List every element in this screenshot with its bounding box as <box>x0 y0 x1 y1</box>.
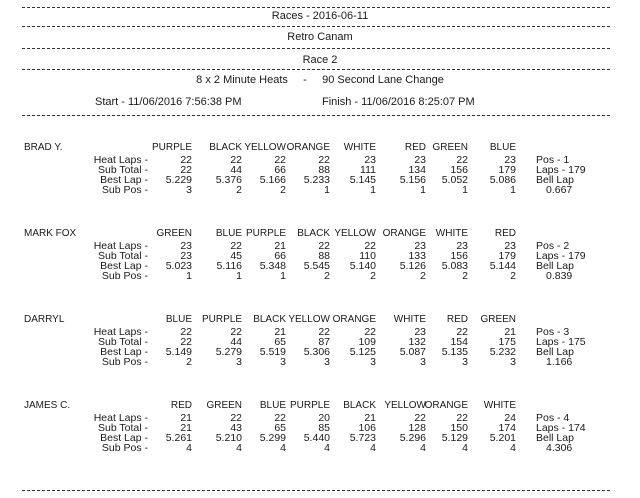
row-label: Heat Laps - <box>93 240 148 252</box>
lane-header: WHITE <box>435 228 468 239</box>
result-cell: 5.126 <box>399 260 426 272</box>
result-cell: 5.149 <box>165 346 192 358</box>
racer-summary: 1.166 <box>546 356 573 368</box>
racer-summary: Pos - 3 <box>536 326 570 338</box>
result-cell: 4 <box>462 442 468 454</box>
result-cell: 5.545 <box>303 260 330 272</box>
lane-header: GREEN <box>480 314 516 325</box>
lane-header: BLUE <box>259 400 286 411</box>
row-label: Heat Laps - <box>93 412 148 424</box>
lane-header: BLACK <box>209 142 242 153</box>
result-cell: 23 <box>364 154 376 166</box>
result-cell: 22 <box>318 326 330 338</box>
result-cell: 5.233 <box>303 174 330 186</box>
result-cell: 5.201 <box>489 432 516 444</box>
result-cell: 21 <box>364 412 376 424</box>
lane-header: WHITE <box>483 400 516 411</box>
race-format: 8 x 2 Minute Heats - 90 Second Lane Change <box>196 74 444 86</box>
racer-summary: 0.667 <box>546 184 573 196</box>
result-cell: 2 <box>370 270 376 282</box>
start-time: Start - 11/06/2016 7:56:38 PM <box>95 96 242 108</box>
result-cell: 5.125 <box>349 346 376 358</box>
result-cell: 5.299 <box>259 432 286 444</box>
result-cell: 1 <box>280 270 286 282</box>
result-cell: 5.140 <box>349 260 376 272</box>
result-cell: 3 <box>462 356 468 368</box>
result-cell: 4 <box>280 442 286 454</box>
result-cell: 5.232 <box>489 346 516 358</box>
result-cell: 66 <box>274 164 286 176</box>
result-cell: 23 <box>414 240 426 252</box>
row-label: Sub Total - <box>97 336 148 348</box>
result-cell: 1 <box>462 184 468 196</box>
result-cell: 5.376 <box>215 174 242 186</box>
result-cell: 5.116 <box>216 260 242 272</box>
result-cell: 134 <box>408 164 426 176</box>
result-cell: 22 <box>230 240 242 252</box>
result-cell: 23 <box>180 250 192 262</box>
result-cell: 21 <box>180 412 192 424</box>
row-label: Best Lap - <box>100 260 148 272</box>
result-cell: 5.440 <box>303 432 330 444</box>
result-cell: 2 <box>280 184 286 196</box>
lane-header: PURPLE <box>151 142 192 153</box>
row-label: Best Lap - <box>100 346 148 358</box>
result-cell: 5.086 <box>489 174 516 186</box>
racer-name: JAMES C. <box>24 400 71 411</box>
lane-header: ORANGE <box>286 142 330 153</box>
result-cell: 5.083 <box>441 260 468 272</box>
result-cell: 1 <box>236 270 242 282</box>
result-cell: 22 <box>456 412 468 424</box>
row-label: Sub Pos - <box>101 356 148 368</box>
result-cell: 154 <box>450 336 468 348</box>
result-cell: 23 <box>504 240 516 252</box>
result-cell: 156 <box>450 164 468 176</box>
lane-header: PURPLE <box>245 228 286 239</box>
result-cell: 1 <box>324 184 330 196</box>
result-cell: 22 <box>230 154 242 166</box>
racer-summary: Pos - 4 <box>536 412 570 424</box>
result-cell: 5.145 <box>349 174 376 186</box>
race-name: Race 2 <box>302 54 338 66</box>
result-cell: 5.519 <box>259 346 286 358</box>
result-cell: 2 <box>324 270 330 282</box>
lane-header: GREEN <box>432 142 468 153</box>
divider <box>22 26 610 27</box>
lane-header: GREEN <box>206 400 242 411</box>
result-cell: 65 <box>274 336 286 348</box>
result-cell: 88 <box>318 250 330 262</box>
result-cell: 22 <box>230 412 242 424</box>
divider <box>22 48 610 49</box>
racer-summary: Bell Lap <box>536 174 574 186</box>
result-cell: 1 <box>510 184 516 196</box>
racer-summary: Bell Lap <box>536 432 574 444</box>
result-cell: 174 <box>498 422 516 434</box>
lane-header: WHITE <box>343 142 376 153</box>
row-label: Heat Laps - <box>93 154 148 166</box>
lane-header: RED <box>170 400 192 411</box>
result-cell: 24 <box>504 412 516 424</box>
result-cell: 22 <box>230 326 242 338</box>
result-cell: 4 <box>186 442 192 454</box>
result-cell: 5.279 <box>215 346 242 358</box>
result-cell: 22 <box>318 154 330 166</box>
result-cell: 179 <box>498 250 516 262</box>
result-cell: 3 <box>324 356 330 368</box>
row-label: Best Lap - <box>100 432 148 444</box>
row-label: Sub Total - <box>97 422 148 434</box>
racer-name: MARK FOX <box>24 228 77 239</box>
lane-header: PURPLE <box>201 314 242 325</box>
result-cell: 87 <box>318 336 330 348</box>
result-cell: 3 <box>280 356 286 368</box>
result-cell: 22 <box>364 326 376 338</box>
racer-summary: Pos - 2 <box>536 240 570 252</box>
result-cell: 150 <box>450 422 468 434</box>
row-label: Sub Pos - <box>101 184 148 196</box>
result-cell: 111 <box>360 164 376 176</box>
row-label: Sub Pos - <box>101 270 148 282</box>
result-cell: 43 <box>230 422 242 434</box>
result-cell: 133 <box>408 250 426 262</box>
racer-block <box>0 228 640 318</box>
result-cell: 175 <box>498 336 516 348</box>
row-label: Sub Total - <box>97 250 148 262</box>
result-cell: 45 <box>230 250 242 262</box>
racer-summary: Laps - 179 <box>536 250 586 262</box>
result-cell: 5.229 <box>165 174 192 186</box>
row-label: Sub Pos - <box>101 442 148 454</box>
racer-block <box>0 314 640 404</box>
lane-header: YELLOW <box>384 400 426 411</box>
lane-header: YELLOW <box>334 228 376 239</box>
lane-header: RED <box>494 228 516 239</box>
result-cell: 2 <box>186 356 192 368</box>
racer-summary: Laps - 174 <box>536 422 586 434</box>
result-cell: 110 <box>359 250 376 262</box>
result-cell: 23 <box>180 240 192 252</box>
result-cell: 5.144 <box>489 260 516 272</box>
result-cell: 2 <box>510 270 516 282</box>
result-cell: 20 <box>318 412 330 424</box>
result-cell: 21 <box>180 422 192 434</box>
result-cell: 22 <box>414 412 426 424</box>
result-cell: 5.296 <box>399 432 426 444</box>
racer-summary: 0.839 <box>546 270 573 282</box>
result-cell: 44 <box>230 336 242 348</box>
lane-header: ORANGE <box>332 314 376 325</box>
result-cell: 21 <box>274 326 286 338</box>
lane-header: BLUE <box>489 142 516 153</box>
result-cell: 5.052 <box>441 174 468 186</box>
result-cell: 4 <box>324 442 330 454</box>
result-cell: 21 <box>274 240 286 252</box>
result-cell: 5.023 <box>165 260 192 272</box>
racer-block <box>0 142 640 232</box>
result-cell: 5.306 <box>303 346 330 358</box>
racer-summary: Bell Lap <box>536 346 574 358</box>
row-label: Heat Laps - <box>93 326 148 338</box>
row-label: Best Lap - <box>100 174 148 186</box>
result-cell: 1 <box>420 184 426 196</box>
lane-header: ORANGE <box>382 228 426 239</box>
result-cell: 22 <box>364 240 376 252</box>
racer-summary: 4.306 <box>546 442 573 454</box>
result-cell: 21 <box>504 326 516 338</box>
result-cell: 2 <box>236 184 242 196</box>
result-cell: 5.129 <box>441 432 468 444</box>
result-cell: 22 <box>180 164 192 176</box>
result-cell: 23 <box>414 326 426 338</box>
result-cell: 3 <box>420 356 426 368</box>
result-cell: 5.348 <box>259 260 286 272</box>
result-cell: 2 <box>462 270 468 282</box>
racer-block <box>0 400 640 490</box>
result-cell: 23 <box>504 154 516 166</box>
result-cell: 5.261 <box>165 432 192 444</box>
result-cell: 156 <box>450 250 468 262</box>
result-cell: 23 <box>456 240 468 252</box>
row-label: Sub Total - <box>97 164 148 176</box>
result-cell: 22 <box>318 240 330 252</box>
lane-header: BLUE <box>165 314 192 325</box>
result-cell: 1 <box>186 270 192 282</box>
lane-header: WHITE <box>393 314 426 325</box>
result-cell: 3 <box>370 356 376 368</box>
result-cell: 22 <box>274 154 286 166</box>
lane-header: RED <box>446 314 468 325</box>
result-cell: 22 <box>180 336 192 348</box>
result-cell: 2 <box>420 270 426 282</box>
result-cell: 5.723 <box>349 432 376 444</box>
result-cell: 22 <box>456 326 468 338</box>
result-cell: 4 <box>370 442 376 454</box>
result-cell: 85 <box>318 422 330 434</box>
result-cell: 5.166 <box>259 174 286 186</box>
result-cell: 5.210 <box>215 432 242 444</box>
lane-header: BLACK <box>253 314 286 325</box>
result-cell: 22 <box>456 154 468 166</box>
result-cell: 109 <box>358 336 376 348</box>
lane-header: YELLOW <box>288 314 330 325</box>
divider <box>22 490 610 491</box>
result-cell: 22 <box>180 326 192 338</box>
page-title: Races - 2016-06-11 <box>271 10 369 22</box>
racer-name: DARRYL <box>24 314 65 325</box>
result-cell: 5.135 <box>441 346 468 358</box>
result-cell: 4 <box>510 442 516 454</box>
result-cell: 4 <box>420 442 426 454</box>
event-name: Retro Canam <box>287 31 353 43</box>
result-cell: 88 <box>318 164 330 176</box>
divider <box>22 69 610 70</box>
racer-summary: Laps - 179 <box>536 164 586 176</box>
result-cell: 3 <box>236 356 242 368</box>
result-cell: 128 <box>408 422 426 434</box>
result-cell: 23 <box>414 154 426 166</box>
result-cell: 66 <box>274 250 286 262</box>
divider <box>22 7 610 8</box>
divider <box>22 115 610 116</box>
racer-name: BRAD Y. <box>24 142 63 153</box>
lane-header: BLACK <box>343 400 376 411</box>
result-cell: 3 <box>510 356 516 368</box>
result-cell: 5.156 <box>399 174 426 186</box>
result-cell: 22 <box>180 154 192 166</box>
result-cell: 4 <box>236 442 242 454</box>
result-cell: 3 <box>186 184 192 196</box>
result-cell: 132 <box>408 336 426 348</box>
lane-header: BLACK <box>297 228 330 239</box>
result-cell: 106 <box>358 422 376 434</box>
lane-header: YELLOW <box>244 142 286 153</box>
lane-header: GREEN <box>156 228 192 239</box>
result-cell: 1 <box>370 184 376 196</box>
lane-header: BLUE <box>215 228 242 239</box>
racer-summary: Laps - 175 <box>536 336 586 348</box>
result-cell: 65 <box>274 422 286 434</box>
result-cell: 179 <box>498 164 516 176</box>
result-cell: 22 <box>274 412 286 424</box>
racer-summary: Pos - 1 <box>536 154 570 166</box>
lane-header: ORANGE <box>424 400 468 411</box>
finish-time: Finish - 11/06/2016 8:25:07 PM <box>322 96 475 108</box>
result-cell: 5.087 <box>399 346 426 358</box>
racer-summary: Bell Lap <box>536 260 574 272</box>
lane-header: PURPLE <box>289 400 330 411</box>
lane-header: RED <box>404 142 426 153</box>
result-cell: 44 <box>230 164 242 176</box>
